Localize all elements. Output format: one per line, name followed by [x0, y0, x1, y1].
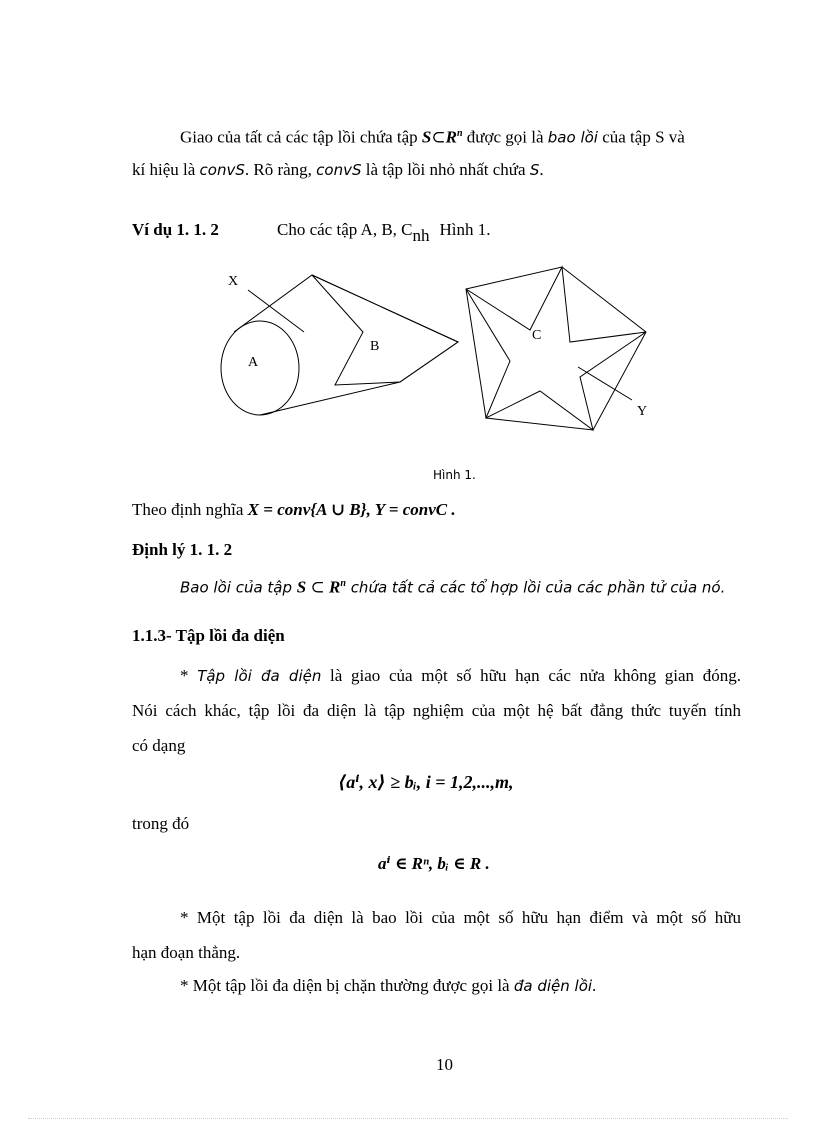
label-c: C — [532, 328, 542, 343]
para3-line: * Một tập lồi đa diện bị chặn thường được gọi là đa diện lồi. — [180, 976, 597, 995]
set-c-star — [466, 267, 646, 430]
definition-line: Theo định nghĩa X = conv{A ∪ B}, Y = convC . — [132, 500, 456, 519]
para1-line-1: * Tập lồi đa diện là giao của một số hữu hạn các nửa không gian đóng. — [180, 666, 741, 685]
set-a-circle — [221, 321, 299, 415]
theorem-body: Bao lồi của tập S ⊂ $R^n$ chứa tất cả các tổ hợp lồi của các phần tử của nó. — [180, 577, 726, 597]
intro-line-1: Giao của tất cả các tập lồi chứa tập $S\subset R^n$ được gọi là bao lồi của tập S và — [180, 127, 685, 147]
figure-caption: Hình 1. — [433, 468, 476, 482]
formula-membership: aⁱ ∈ Rⁿ, bᵢ ∈ R . — [378, 854, 490, 873]
pointer-x — [248, 290, 304, 332]
intro-line-2: kí hiệu là convS. Rõ ràng, convS là tập lồi nhỏ nhất chứa S. — [132, 160, 544, 179]
section-title: 1.1.3- Tập lồi đa diện — [132, 626, 285, 645]
example-text: Cho các tập A, B, $C_{nh}$ Hình 1. — [277, 220, 491, 245]
para1-line-3: có dạng — [132, 736, 186, 755]
para2-line-2: hạn đoạn thẳng. — [132, 943, 241, 962]
theorem-title: Định lý 1. 1. 2 — [132, 540, 233, 559]
formula-inequality: ⟨aⁱ, x⟩ ≥ bᵢ, i = 1,2,...,m, — [338, 772, 514, 792]
label-a: A — [248, 355, 259, 370]
hull-y-pentagon — [466, 267, 646, 430]
hull-x-outline — [234, 275, 458, 415]
page-bottom-rule — [28, 1118, 788, 1119]
para1-line-2: Nói cách khác, tập lồi đa diện là tập nghiệm của một hệ bất đẳng thức tuyến tính — [132, 701, 741, 720]
figure-convex-hulls — [200, 255, 670, 445]
trong-do: trong đó — [132, 814, 190, 833]
example-label: Ví dụ 1. 1. 2 — [132, 220, 219, 239]
definition-formula: X = conv{A ∪ B}, Y = convC . — [247, 500, 456, 519]
label-x: X — [228, 274, 239, 289]
label-b: B — [370, 339, 380, 354]
label-y: Y — [637, 404, 648, 419]
set-b-polygon — [312, 275, 458, 385]
page-number: 10 — [436, 1055, 453, 1074]
para2-line-1: * Một tập lồi đa diện là bao lồi của một số hữu hạn điểm và một số hữu — [180, 908, 741, 927]
